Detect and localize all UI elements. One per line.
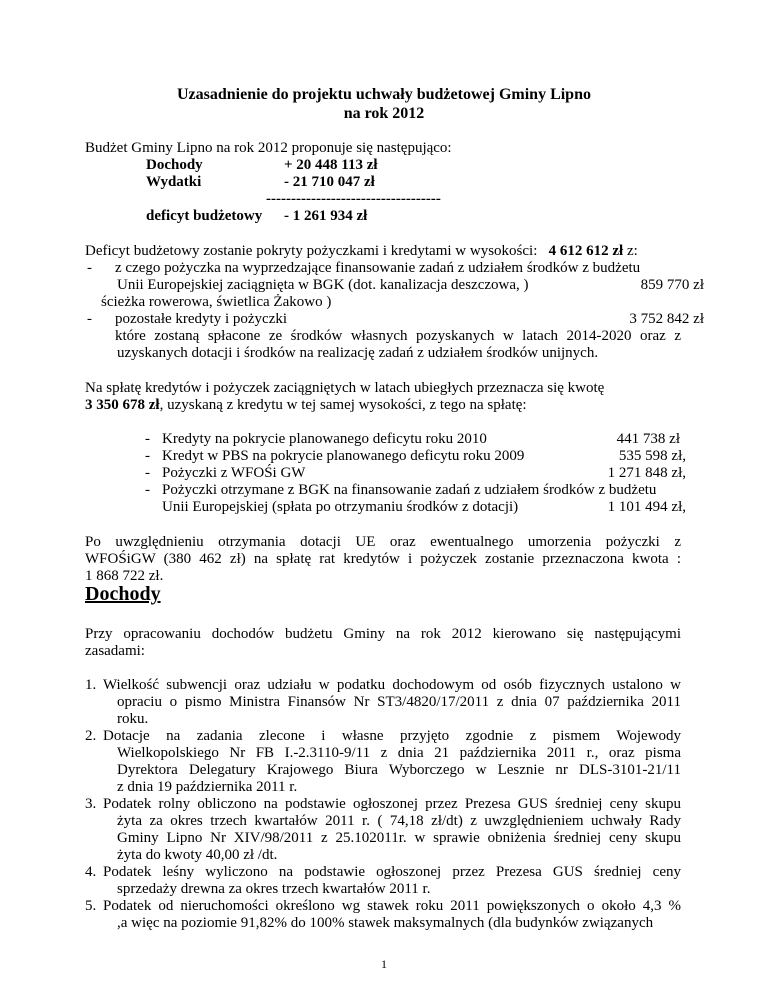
income-item3-line4: żyta do kwoty 40,00 zł /dt. [117, 847, 278, 863]
repayment-item1-dash: - [145, 431, 150, 447]
income-item1-number: 1. [85, 677, 97, 693]
income-item1-line1: Wielkość subwencji oraz udziału w podatku dochodowym od osób fizycznych ustalono w [103, 677, 681, 693]
repayment-amount: 3 350 678 zł [85, 397, 160, 413]
repayment-item4-amount: 1 101 494 zł, [607, 499, 686, 515]
deficit-item2-line1: pozostałe kredyty i pożyczki [115, 311, 288, 327]
expense-value: - 21 710 047 zł [284, 174, 375, 190]
income-item2-line4: z dnia 19 października 2011 r. [117, 779, 298, 795]
income-item2-line2: Wielkopolskiego Nr FB I.-2.3110-9/11 z dnia 21 października 2011 r., oraz pisma [117, 745, 681, 761]
income-item1-line2: opraciu o pismo Ministra Finansów Nr ST3/4820/17/2011 z dnia 07 października 2011 [117, 694, 681, 710]
repayment-item2-dash: - [145, 448, 150, 464]
deficit-item1-line1: z czego pożyczka na wyprzedzające finansowanie zadań z udziałem środków z budżetu [115, 260, 641, 276]
repayment-line2 [85, 397, 527, 414]
repayment-item1-text: Kredyty na pokrycie planowanego deficytu roku 2010 [162, 431, 487, 447]
income-item1-line3: roku. [117, 711, 149, 727]
repayment-item4-line2: Unii Europejskiej (spłata po otrzymaniu środków z dotacji) [162, 499, 519, 515]
income-item5-line1: Podatek od nieruchomości określono wg stawek roku 2011 powiększonych o około 4,3 % [103, 898, 681, 914]
deficit-sentence-text: Deficyt budżetowy zostanie pokryty pożyczkami i kredytami w wysokości: [85, 243, 538, 259]
page-number: 1 [381, 957, 387, 971]
document-title-line2: na rok 2012 [343, 105, 425, 122]
deficit-item1-amount: 859 770 zł [640, 277, 704, 293]
document-title-line1: Uzasadnienie do projektu uchwały budżetowej Gminy Lipno [177, 86, 591, 103]
income-item3-number: 3. [85, 796, 97, 812]
expense-label: Wydatki [146, 174, 202, 190]
income-label: Dochody [146, 157, 203, 173]
income-value: + 20 448 113 zł [284, 157, 378, 173]
deficit-item2-amount: 3 752 842 zł [629, 311, 704, 327]
repayment-item2-text: Kredyt w PBS na pokrycie planowanego deficytu roku 2009 [162, 448, 525, 464]
deficit-suffix: z: [626, 243, 638, 259]
deficit-item2-line2: które zostaną spłacone ze środków własnych pozyskanych w latach 2014-2020 oraz z [115, 328, 681, 344]
income-item3-line3: Gminy Lipno Nr XIV/98/2011 z 25.102011r. w sprawie obniżenia średniej ceny skupu [117, 830, 681, 846]
income-item3-line2: żyta za okres trzech kwartałów 2011 r. ( 74,18 zł/dt) z uwzględnieniem uchwały Rady [117, 813, 681, 829]
income-item4-number: 4. [85, 864, 97, 880]
budget-separator: ----------------------------------- [266, 191, 441, 207]
repayment-item4-dash: - [145, 482, 150, 498]
repayment-item1-amount: 441 738 zł [616, 431, 680, 447]
repayment-line2-text: , uzyskaną z kredytu w tej samej wysokości, z tego na spłatę: [159, 397, 527, 413]
repayment-item3-amount: 1 271 848 zł, [607, 465, 686, 481]
repayment-item3-text: Pożyczki z WFOŚi GW [162, 465, 306, 481]
deficit-item2-dash: - [87, 311, 92, 327]
income-item3-line1: Podatek rolny obliczono na podstawie ogłoszonej przez Prezesa GUS średniej ceny skupu [103, 796, 681, 812]
deficit-value: - 1 261 934 zł [284, 208, 368, 224]
after-line1: Po uwzględnieniu otrzymania dotacji UE oraz ewentualnego umorzenia pożyczki z [85, 534, 681, 550]
repayment-item2-amount: 535 598 zł, [618, 448, 686, 464]
deficit-item1-line3: ścieżka rowerowa, świetlica Żakowo ) [101, 294, 332, 310]
income-item4-line2: sprzedaży drewna za okres trzech kwartałów 2011 r. [117, 881, 431, 897]
deficit-sentence [85, 243, 638, 260]
repayment-item4-text: Pożyczki otrzymane z BGK na finansowanie zadań z udziałem środków z budżetu [162, 482, 657, 498]
repayment-line1: Na spłatę kredytów i pożyczek zaciągniętych w latach ubiegłych przeznacza się kwotę [85, 380, 605, 396]
deficit-total-amount: 4 612 612 zł [548, 243, 624, 259]
income-item5-number: 5. [85, 898, 97, 914]
deficit-item1-line2: Unii Europejskiej zaciągnięta w BGK (dot. kanalizacja deszczowa, ) [117, 277, 529, 293]
income-item2-line1: Dotacje na zadania zlecone i własne przyjęto zgodnie z pismem Wojewody [103, 728, 681, 744]
deficit-item1-dash: - [87, 260, 92, 276]
after-line2: WFOŚiGW (380 462 zł) na spłatę rat kredytów i pożyczek zostanie przeznaczona kwota : [85, 551, 681, 567]
deficit-item2-line3: uzyskanych dotacji i środków na realizację zadań z udziałem środków unijnych. [117, 345, 599, 361]
income-section-heading: Dochody [85, 583, 161, 605]
income-item2-number: 2. [85, 728, 97, 744]
budget-intro: Budżet Gminy Lipno na rok 2012 proponuje się następująco: [85, 140, 452, 156]
income-item4-line1: Podatek leśny wyliczono na podstawie ogłoszonej przez Prezesa GUS średniej ceny [103, 864, 681, 880]
income-intro-line2: zasadami: [85, 643, 145, 659]
repayment-item3-dash: - [145, 465, 150, 481]
after-line3: 1 868 722 zł. [85, 568, 164, 584]
income-item2-line3: Dyrektora Delegatury Krajowego Biura Wyborczego w Lesznie nr DLS-3101-21/11 [117, 762, 681, 778]
income-item5-line2: ,a więc na poziomie 91,82% do 100% stawek maksymalnych (dla budynków związanych [117, 915, 654, 931]
deficit-label: deficyt budżetowy [146, 208, 263, 224]
income-intro-line1: Przy opracowaniu dochodów budżetu Gminy na rok 2012 kierowano się następującymi [85, 626, 681, 642]
